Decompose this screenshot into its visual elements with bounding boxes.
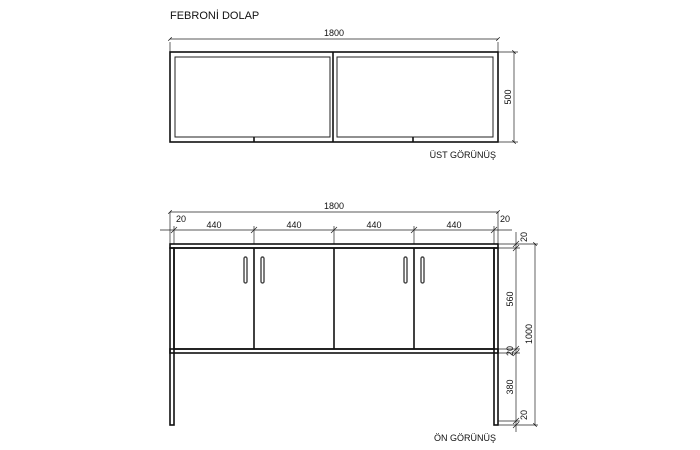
- door-handle-2: [261, 257, 264, 283]
- door-dim-label-4: 440: [446, 220, 462, 230]
- front-view: [160, 201, 538, 443]
- leg-right: [494, 248, 498, 425]
- top-view-inner-left: [175, 57, 330, 137]
- drawing-title: FEBRONİ DOLAP: [170, 10, 260, 22]
- top-view-inner-right: [337, 57, 493, 137]
- leg-left: [170, 248, 174, 425]
- door-dim-label-2: 440: [286, 220, 302, 230]
- front-view-label: ÖN GÖRÜNÜŞ: [433, 433, 496, 443]
- door-dim-label-3: 440: [366, 220, 382, 230]
- door-handle-4: [421, 257, 424, 283]
- top-width-dim-label: 1800: [323, 28, 345, 38]
- dim-top-thickness: 20: [519, 231, 529, 243]
- top-view-outline: [170, 52, 498, 142]
- right-margin-dim-label: 20: [499, 214, 511, 224]
- top-view-label: ÜST GÖRÜNÜŞ: [429, 150, 496, 160]
- dim-foot: 20: [519, 409, 529, 421]
- front-width-dim-label: 1800: [323, 201, 345, 211]
- door-handle-1: [244, 257, 247, 283]
- bottom-rail: [170, 349, 498, 353]
- door-dim-label-1: 440: [206, 220, 222, 230]
- dim-total-height: 1000: [524, 323, 534, 345]
- left-margin-dim-label: 20: [175, 214, 187, 224]
- dim-bottom-thickness: 20: [505, 345, 515, 357]
- top-view: [170, 28, 518, 160]
- dim-cabinet-height: 560: [505, 291, 515, 307]
- top-depth-dim-label: 500: [503, 89, 513, 105]
- door-handle-3: [404, 257, 407, 283]
- dim-leg-height: 380: [505, 379, 515, 395]
